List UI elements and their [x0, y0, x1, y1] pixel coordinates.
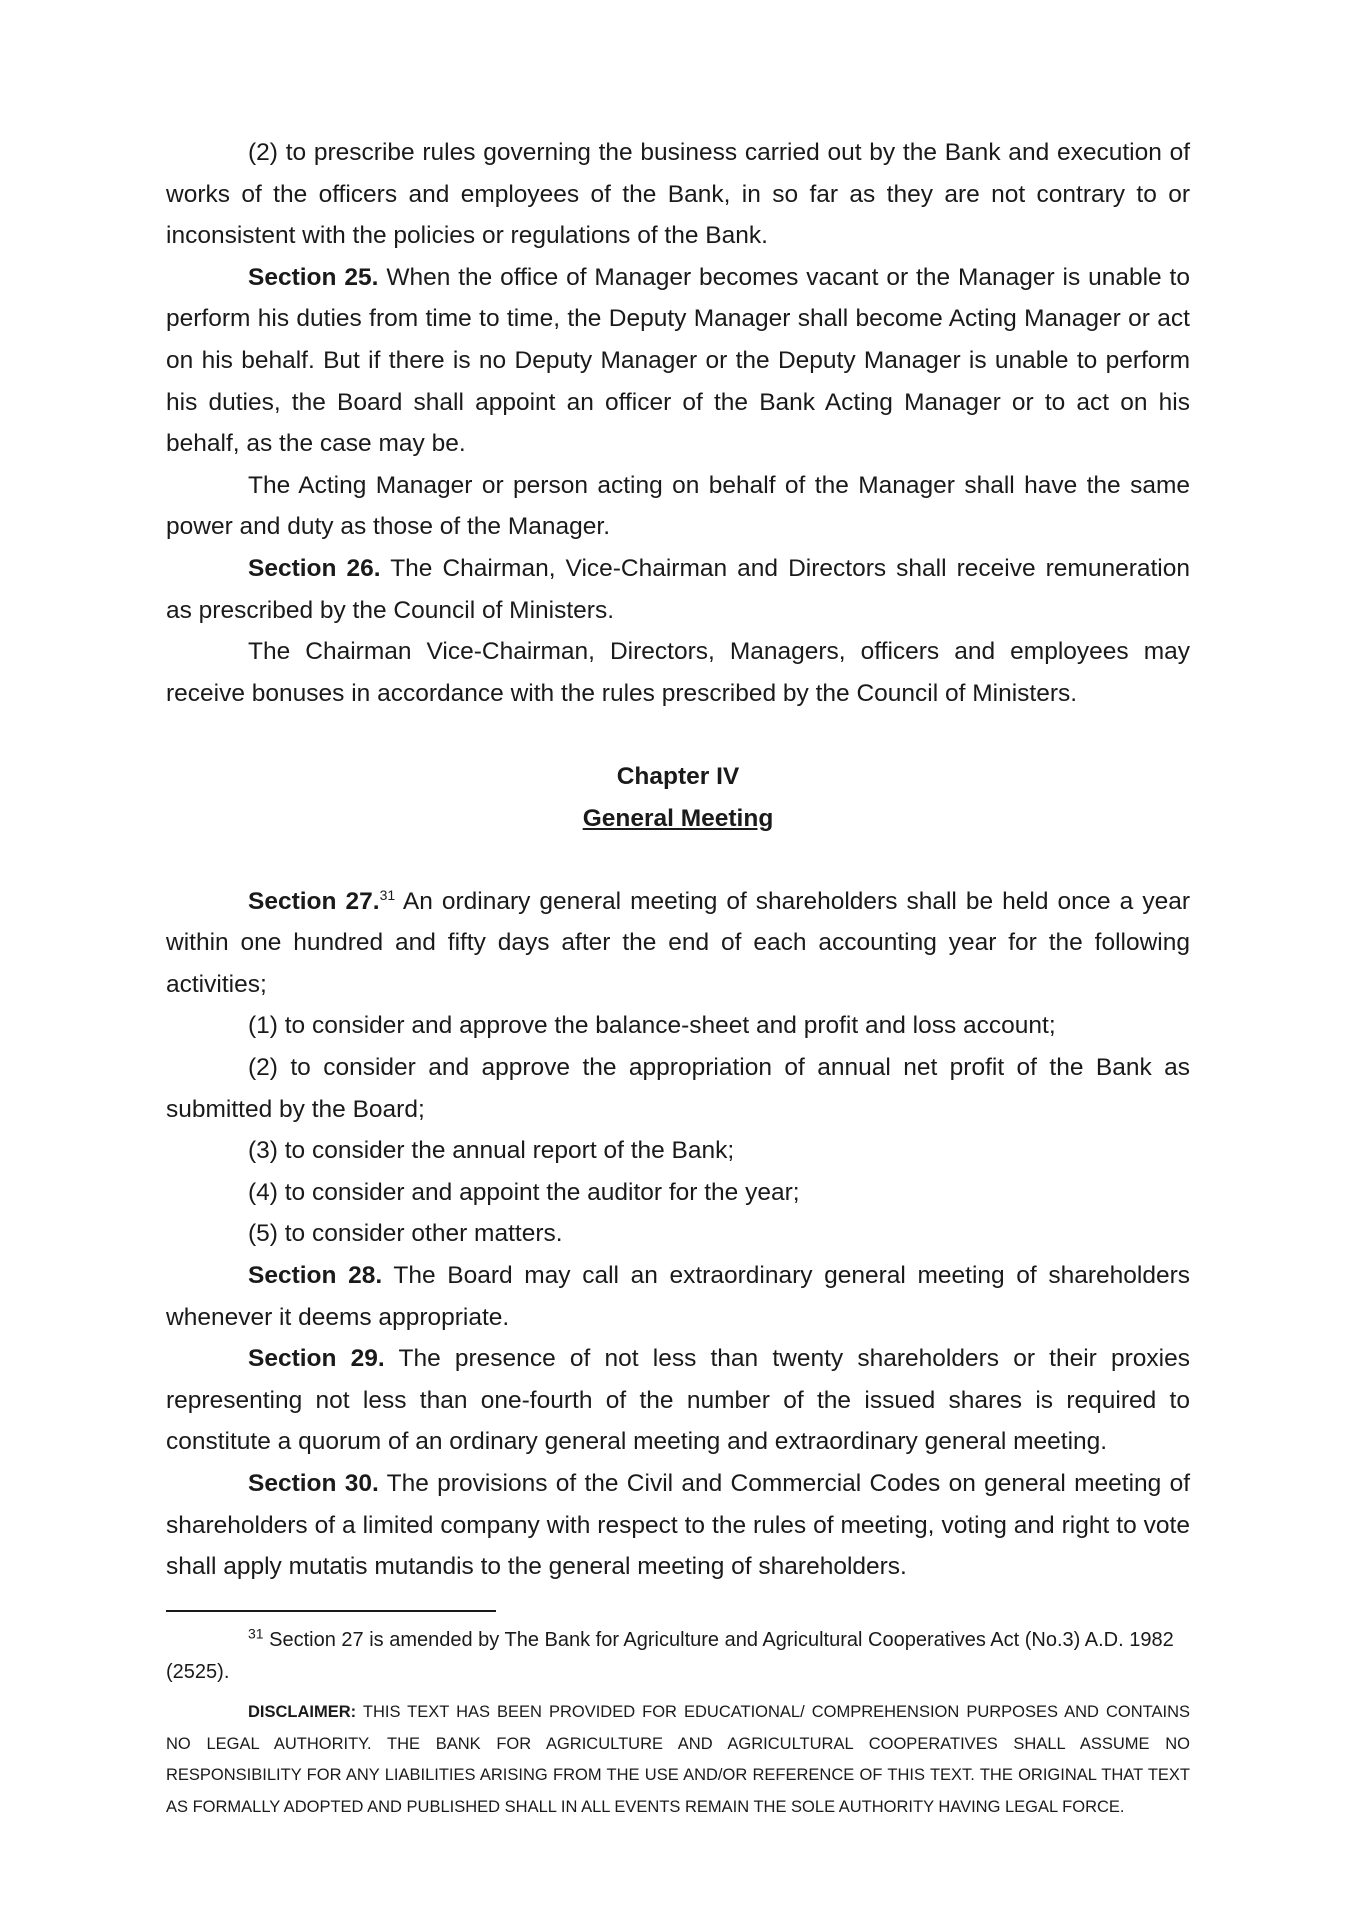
footnote-reference[interactable]: 31 — [379, 886, 396, 903]
list-item-1: (1) to consider and approve the balance-sheet and profit and loss account; — [248, 1012, 1056, 1040]
section-26-label: Section 26. — [248, 554, 381, 582]
paragraph-bonuses: The Chairman Vice-Chairman, Directors, Managers, officers and employees may receive bonuses in accordance with the rules prescribed by the Council of Ministers. — [166, 638, 1190, 707]
section-27 — [166, 881, 1190, 1006]
section-25-text: When the office of Manager becomes vacant or the Manager is unable to perform his duties from time to time, the Deputy Manager shall become Acting Manager or act on his behalf. But if there is no Deputy Manager or the Deputy Manager is unable to perform his duties, the Board shall appoint an officer of the Bank Acting Manager or to act on his behalf, as the case may be. — [166, 263, 1190, 458]
list-item-3: (3) to consider the annual report of the Bank; — [248, 1137, 735, 1165]
section-25-label: Section 25. — [248, 263, 379, 291]
paragraph-item-2: (2) to prescribe rules governing the business carried out by the Bank and execution of works of the officers and employees of the Bank, in so far as they are not contrary to or inconsistent with the policies or regulations of the Bank. — [166, 139, 1190, 250]
section-28-text: The Board may call an extraordinary general meeting of shareholders whenever it deems appropriate. — [166, 1262, 1191, 1331]
section-29-text: The presence of not less than twenty shareholders or their proxies representing not less than one-fourth of the number of the issued shares is required to constitute a quorum of an ordinary general meeting and extraordinary general meeting. — [166, 1345, 1191, 1456]
footnote-divider — [166, 1610, 496, 1612]
footnote-text: Section 27 is amended by The Bank for Agriculture and Agricultural Cooperatives Act (No.3) A.D. 1982 (2525). — [166, 1629, 1174, 1683]
section-27-label: Section 27. — [248, 887, 380, 915]
list-item-4: (4) to consider and appoint the auditor for the year; — [248, 1178, 800, 1206]
list-item-2: (2) to consider and approve the appropriation of annual net profit of the Bank as submitted by the Board; — [166, 1054, 1190, 1123]
section-27-text: An ordinary general meeting of shareholders shall be held once a year within one hundred and fifty days after the end of each accounting year for the following activities; — [166, 887, 1191, 998]
section-30-label: Section 30. — [248, 1470, 379, 1497]
chapter-number: Chapter IV — [616, 762, 740, 790]
section-29-label: Section 29. — [248, 1345, 385, 1373]
footnote-number: 31 — [248, 1625, 264, 1642]
chapter-title-text: General Meeting — [582, 804, 774, 832]
section-30 — [166, 1463, 1190, 1588]
section-28-label: Section 28. — [248, 1262, 383, 1290]
section-26-text: The Chairman, Vice-Chairman and Directors shall receive remuneration as prescribed by the Council of Ministers. — [166, 554, 1190, 624]
disclaimer-text: THIS TEXT HAS BEEN PROVIDED FOR EDUCATIONAL/ COMPREHENSION PURPOSES AND CONTAINS NO LEGAL AUTHORITY. THE BANK FOR AGRICULTURE AND AGRICULTURAL COOPERATIVES SHALL ASSUME NO RESPONSIBILITY FOR ANY LIABILITIES ARISING FROM THE USE AND/OR REFERENCE OF THIS TEXT. THE ORIGINAL THAT TEXT AS FORMALLY ADOPTED AND PUBLISHED SHALL IN ALL EVENTS REMAIN THE SOLE AUTHORITY HAVING LEGAL FORCE. — [166, 1703, 1190, 1816]
disclaimer — [166, 1697, 1190, 1823]
section-29 — [166, 1338, 1190, 1463]
spacer — [166, 839, 1190, 881]
section-26 — [166, 548, 1190, 631]
section-28 — [166, 1255, 1190, 1338]
disclaimer-label: DISCLAIMER: — [248, 1703, 357, 1721]
section-30-text: The provisions of the Civil and Commercial Codes on general meeting of shareholders of a limited company with respect to the rules of meeting, voting and right to vote shall apply mutatis mutandis to the general meeting of shareholders. — [166, 1470, 1191, 1581]
list-item-5: (5) to consider other matters. — [248, 1220, 563, 1248]
chapter-title — [166, 798, 1190, 840]
document-body — [166, 132, 1190, 1588]
paragraph-acting-manager: The Acting Manager or person acting on behalf of the Manager shall have the same power and duty as those of the Manager. — [166, 471, 1190, 541]
section-25 — [166, 257, 1190, 465]
spacer — [166, 714, 1190, 756]
footnote — [166, 1624, 1190, 1688]
